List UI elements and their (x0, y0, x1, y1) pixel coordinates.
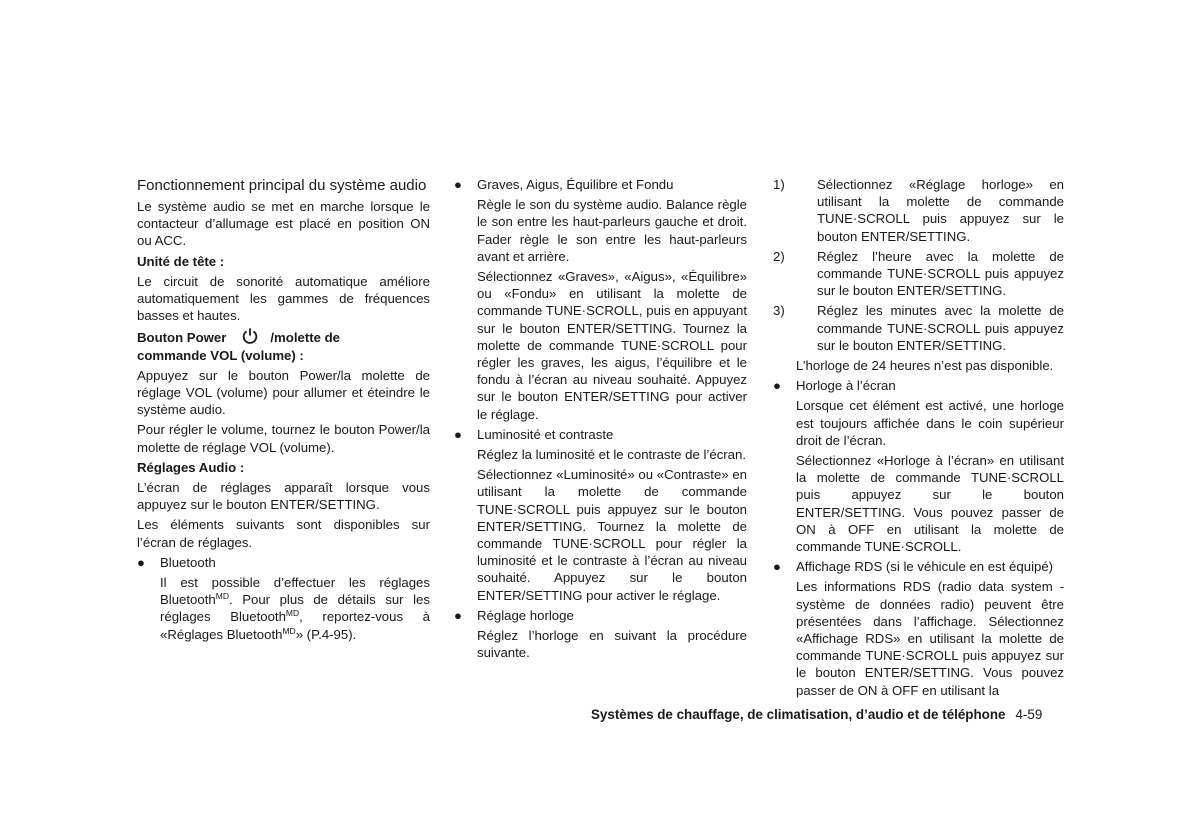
bullet-screen-clock (773, 377, 1064, 394)
bullet-bluetooth (137, 554, 430, 571)
step-text: Réglez les minutes avec la molette de commande TUNE·SCROLL puis appuyez sur le bouton ENTER/SETTING. (817, 303, 1064, 353)
bullet-label: Horloge à l’écran (796, 378, 896, 394)
brightness-text-1: Réglez la luminosité et le contraste de l’écran. (477, 447, 747, 463)
page-number: 4-59 (1015, 707, 1043, 722)
bullet-icon: ● (454, 426, 462, 442)
bullet-icon: ● (773, 378, 781, 394)
audio-settings-text-1: L’écran de réglages apparaît lorsque vous appuyez sur le bouton ENTER/SETTING. (137, 480, 430, 513)
brightness-text-2: Sélectionnez «Luminosité» ou «Contraste» en utilisant la molette de commande TUNE·SCROLL puis appuyez sur le bouton ENTER/SETTING. Tournez la molette de commande TUNE·SCROLL pour régler la luminosité et le contraste à l’écran au niveau souhaité. Appuyez sur le bouton ENTER/SETTING pour activer le réglage. (477, 467, 747, 603)
power-title (137, 327, 430, 363)
audio-settings-text-2: Les éléments suivants sont disponibles sur l’écran de réglages. (137, 517, 430, 550)
bass-text-1: Règle le son du système audio. Balance règle le son entre les haut-parleurs gauche et droit. Fader règle le son entre les haut-parleurs avant et arrière. (477, 197, 747, 264)
bass-text-2: Sélectionnez «Graves», «Aigus», «Équilibre» ou «Fondu» en utilisant la molette de commande TUNE·SCROLL, puis en appuyant sur le bouton ENTER/SETTING. Tournez la molette de commande TUNE·SCROLL pour régler les graves, les aigus, l’équilibre et le fondu à l’écran au niveau souhaité. Appuyez sur le bouton ENTER/SETTING pour activer le réglage. (477, 269, 747, 422)
bullet-label: Bluetooth (160, 554, 216, 570)
step-item: 1) Sélectionnez «Réglage horloge» en utilisant la molette de commande TUNE·SCROLL puis appuyez sur le bouton ENTER/SETTING. (773, 177, 1064, 244)
footer-section-title: Systèmes de chauffage, de climatisation, d’audio et de téléphone (591, 707, 1006, 722)
step-text: Réglez l’heure avec la molette de commande TUNE·SCROLL puis appuyez sur le bouton ENTER/SETTING. (817, 248, 1064, 299)
bullet-label: Réglage horloge (477, 607, 574, 623)
screen-clock-text-1: Lorsque cet élément est activé, une horloge est toujours affichée dans le coin supérieur droit de l’écran. (796, 398, 1064, 448)
head-unit-text: Le circuit de sonorité automatique améliore automatiquement les gammes de fréquences basses et hautes. (137, 273, 430, 324)
bullet-icon: ● (454, 607, 462, 623)
column-right (773, 176, 1064, 702)
section-heading: Fonctionnement principal du système audio (137, 177, 427, 194)
bullet-bass-treble (454, 176, 747, 193)
screen-clock-text-2: Sélectionnez «Horloge à l’écran» en utilisant la molette de commande TUNE·SCROLL puis appuyez sur le bouton ENTER/SETTING. Vous pouvez passer de ON à OFF en utilisant la molette de commande TUNE·SCROLL. (796, 453, 1064, 555)
step-item: 2) Réglez l’heure avec la molette de commande TUNE·SCROLL puis appuyez sur le bouton ENTER/SETTING. (773, 248, 1064, 299)
column-middle (454, 176, 747, 664)
power-title-a: Bouton Power (137, 330, 227, 346)
power-icon (240, 327, 260, 345)
power-text-2: Pour régler le volume, tournez le bouton Power/la molette de réglage VOL (volume). (137, 422, 430, 455)
step-item: 3) Réglez les minutes avec la molette de commande TUNE·SCROLL puis appuyez sur le bouton ENTER/SETTING. (773, 303, 1064, 353)
step-text: Sélectionnez «Réglage horloge» en utilisant la molette de commande TUNE·SCROLL puis appuyez sur le bouton ENTER/SETTING. (817, 177, 1064, 244)
bullet-label: Luminosité et contraste (477, 426, 614, 442)
bullet-icon: ● (454, 177, 462, 192)
bullet-brightness (454, 426, 747, 443)
power-title-b: /molette de (270, 330, 341, 346)
column-left (137, 176, 430, 646)
clock24-note: L’horloge de 24 heures n’est pas disponible. (796, 358, 1054, 374)
bullet-label: Graves, Aigus, Équilibre et Fondu (477, 177, 674, 192)
intro-paragraph: Le système audio se met en marche lorsque le contacteur d’allumage est placé en position ON ou ACC. (137, 199, 430, 249)
power-title-c: commande VOL (volume) : (137, 347, 304, 363)
clock-text: Réglez l’horloge en suivant la procédure suivante. (477, 628, 747, 661)
head-unit-title: Unité de tête : (137, 253, 225, 269)
bullet-rds (773, 558, 1064, 575)
audio-settings-title: Réglages Audio : (137, 459, 245, 475)
rds-text: Les informations RDS (radio data system - système de données radio) peuvent être présentées dans l’affichage. Sélectionnez «Affichage RDS» en utilisant la molette de commande TUNE·SCROLL puis appuyez sur le bouton ENTER/SETTING. Vous pouvez passer de ON à OFF en utilisant la (796, 579, 1064, 698)
bullet-label: Affichage RDS (si le véhicule en est équipé) (796, 559, 1054, 575)
power-text-1: Appuyez sur le bouton Power/la molette de réglage VOL (volume) pour allumer et éteindre le système audio. (137, 367, 430, 418)
bullet-icon: ● (773, 559, 781, 575)
bullet-clock-setting (454, 607, 747, 624)
bullet-icon: ● (137, 554, 145, 570)
bluetooth-text: Il est possible d’effectuer les réglages Bluetooth$^{MD}$. Pour plus de détails sur les réglages Bluetooth$^{MD}$, reportez-vous à «Réglages Bluetooth$^{MD}$» (P.4-95). (160, 575, 430, 642)
page-footer (591, 707, 1042, 723)
